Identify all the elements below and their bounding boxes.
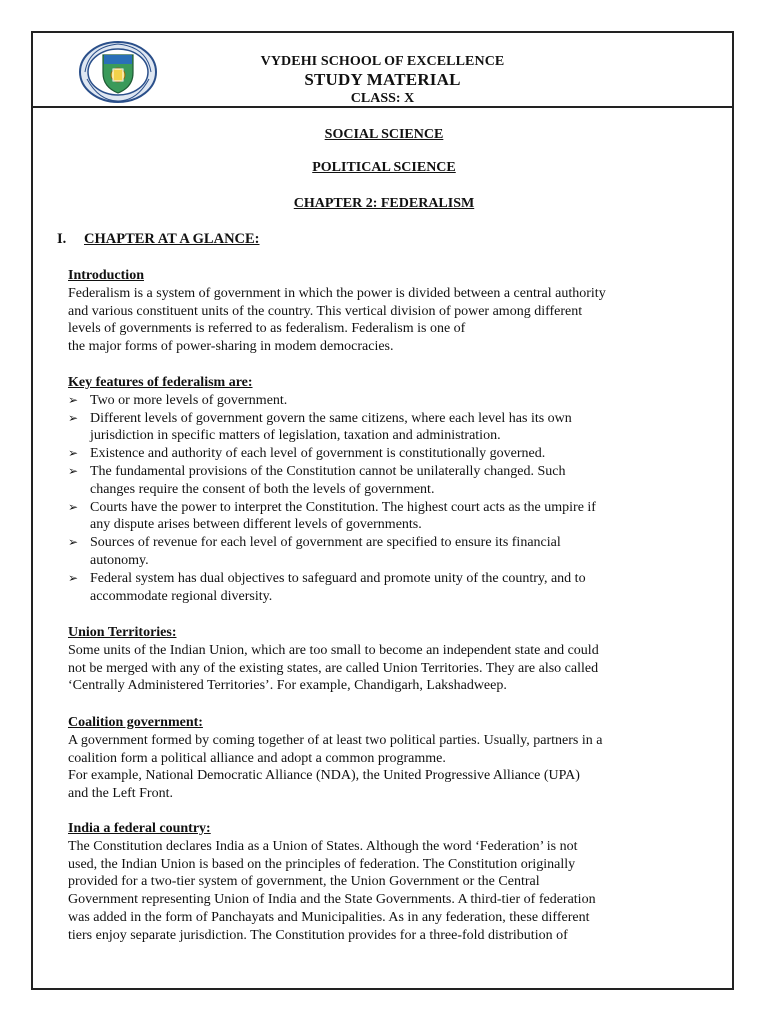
document-type: STUDY MATERIAL [304,70,461,89]
section-heading [57,231,260,248]
subject-title: SOCIAL SCIENCE [324,127,444,142]
feature-item [68,392,680,410]
arrow-bullet-icon: ➢ [68,535,79,550]
federal-country-section [68,820,680,945]
introduction-heading: Introduction [68,268,144,283]
union-territories-text: Some units of the Indian Union, which are too small to become an independent state and could not be merged with any of the existing states, are called Union Territories. They are also called ‘Centrally Administered Territories’. For example, Chandigarh, Lakshadweep. [68,642,599,694]
coalition-heading: Coalition government: [68,715,203,730]
arrow-bullet-icon: ➢ [68,410,79,425]
section-label: CHAPTER AT A GLANCE: [84,231,260,247]
feature-text: Sources of revenue for each level of government are specified to ensure its financial autonomy. [90,535,561,568]
features-section [68,374,680,605]
feature-item [68,570,680,606]
arrow-bullet-icon: ➢ [68,446,79,461]
federal-country-text: The Constitution declares India as a Union of States. Although the word ‘Federation’ is not used, the Indian Union is based on the principles of federation. The Constitution originally provided for a two-tier system of government, the Union Government or the Central Government representing Union of India and the State Governments. A third-tier of federation was added in the form of Panchayats and Municipalities. As in any federation, these different tiers enjoy separate jurisdiction. The Constitution provides for a three-fold distribution of [68,838,596,943]
union-territories-section [68,624,680,695]
school-name: VYDEHI SCHOOL OF EXCELLENCE [260,54,505,69]
chapter-title: CHAPTER 2: FEDERALISM [293,196,475,211]
document-header [33,33,732,108]
arrow-bullet-icon: ➢ [68,392,79,407]
federal-country-heading: India a federal country: [68,821,211,836]
feature-item [68,445,680,463]
feature-item [68,410,680,446]
coalition-section [68,714,680,803]
feature-item [68,499,680,535]
feature-text: Courts have the power to interpret the Constitution. The highest court acts as the umpire if any dispute arises between different levels of governments. [90,499,596,533]
feature-text: Existence and authority of each level of government is constitutionally governed. [90,446,546,462]
union-territories-heading: Union Territories: [68,625,177,640]
features-list [68,392,680,606]
feature-text: Different levels of government govern the same citizens, where each level has its own jurisdiction in specific matters of legislation, taxation and administration. [90,410,572,444]
feature-text: Federal system has dual objectives to safeguard and promote unity of the country, and to accommodate regional diversity. [90,570,586,604]
feature-text: The fundamental provisions of the Constitution cannot be unilaterally changed. Such changes require the consent of both the levels of government. [90,463,566,497]
branch-title: POLITICAL SCIENCE [312,160,456,175]
feature-item [68,463,680,499]
arrow-bullet-icon: ➢ [68,499,79,514]
introduction-section [68,267,680,356]
introduction-text: Federalism is a system of government in which the power is divided between a central authority and various constituent units of the country. This vertical division of power among different levels of governments is referred to as federalism. Federalism is one of the major forms of power-sharing in modem democracies. [68,285,606,355]
features-heading: Key features of federalism are: [68,375,253,390]
arrow-bullet-icon: ➢ [68,570,79,585]
coalition-text: A government formed by coming together of at least two political parties. Usually, partners in a coalition form a political alliance and adopt a common programme. For example, National Democratic Alliance (NDA), the United Progressive Alliance (UPA) and the Left Front. [68,732,603,802]
class-label: CLASS: X [350,91,415,106]
feature-item [68,534,680,570]
section-number: I. [57,231,67,247]
arrow-bullet-icon: ➢ [68,463,79,478]
feature-text: Two or more levels of government. [90,392,288,408]
